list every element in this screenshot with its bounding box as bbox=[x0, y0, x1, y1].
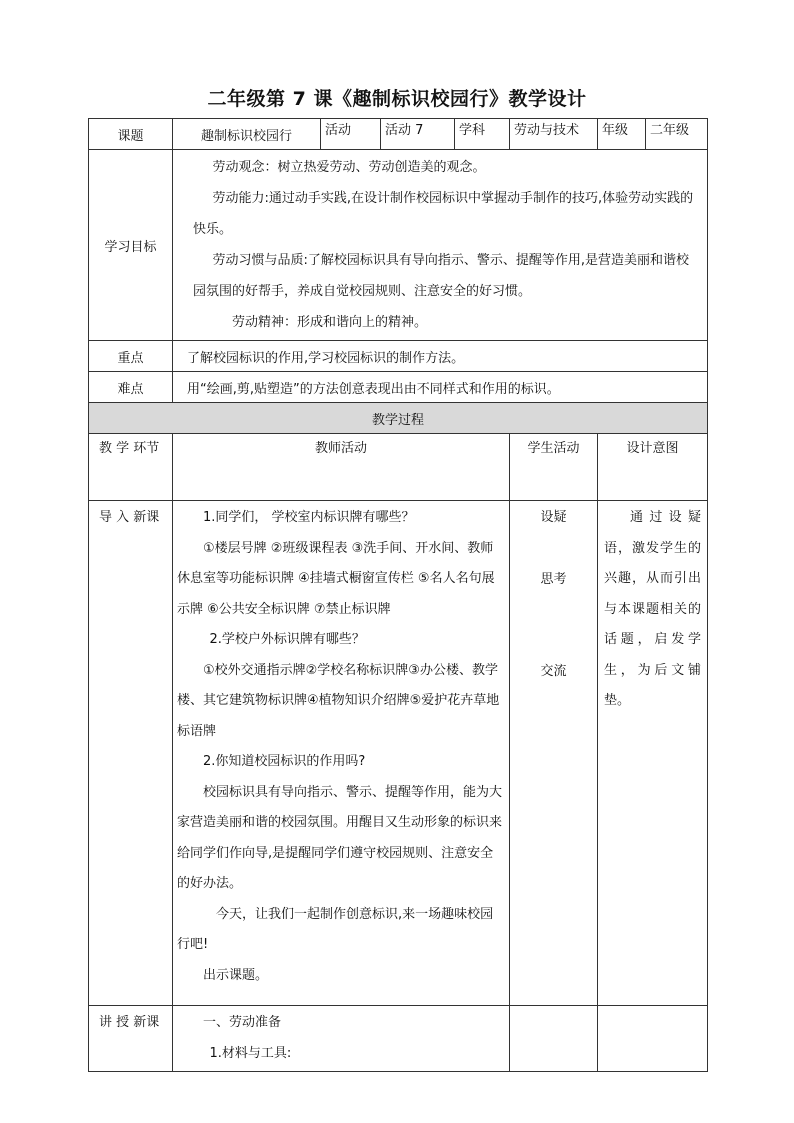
goal-line: 劳动习惯与品质:了解校园标识具有导向指示、警示、提醒等作用,是营造美丽和谐校园氛围的好帮手，养成自觉校园规则、注意安全的好习惯。 bbox=[193, 253, 690, 299]
process-header-row bbox=[89, 403, 708, 434]
teacher-line: 2.你知道校园标识的作用吗? bbox=[203, 754, 366, 769]
goal-line: 劳动能力:通过动手实践,在设计制作校园标识中掌握动手制作的技巧,体验劳动实践的快乐。 bbox=[193, 191, 694, 237]
goals-row bbox=[89, 150, 708, 341]
difficulty-row bbox=[89, 372, 708, 403]
difficulty-text: 用“绘画,剪,贴塑造”的方法创意表现出由不同样式和作用的标识。 bbox=[173, 372, 708, 403]
teacher-line: 2.学校户外标识牌有哪些？ bbox=[209, 632, 365, 647]
page-title: 二年级第 7 课《趣制标识校园行》教学设计 bbox=[207, 88, 587, 110]
key-point-label: 重点 bbox=[89, 341, 173, 372]
student-line: 思考 bbox=[540, 571, 567, 587]
teacher-line: 今天，让我们一起制作创意标识,来一场趣味校园行吧! bbox=[177, 906, 494, 952]
grade-label: 年级 bbox=[598, 119, 646, 150]
teacher-line: 1.同学们， 学校室内标识牌有哪些？ bbox=[203, 510, 415, 525]
lecture-design-intent bbox=[598, 1006, 708, 1072]
key-point-row bbox=[89, 341, 708, 372]
student-line: 交流 bbox=[540, 664, 567, 679]
grade-value: 二年级 bbox=[646, 119, 708, 150]
intro-stage: 导 入 新课 bbox=[89, 501, 173, 1006]
teacher-line: 校园标识具有导向指示、警示、提醒等作用，能为大家营造美丽和谐的校园氛围。用醒目又生动形象的标识来给同学们作向导,是提醒同学们遵守校园规则、注意安全的好办法。 bbox=[177, 784, 503, 891]
intro-row bbox=[89, 501, 708, 1006]
topic-label: 课题 bbox=[89, 119, 173, 150]
intent-column-header: 设计意图 bbox=[598, 434, 708, 501]
teacher-line: ①校外交通指示牌②学校名称标识牌③办公楼、教学楼、其它建筑物标识牌④植物知识介绍牌⑤爱护花卉草地标语牌 bbox=[177, 662, 500, 739]
key-point-text: 了解校园标识的作用,学习校园标识的制作方法。 bbox=[173, 341, 708, 372]
lecture-stage: 讲 授 新课 bbox=[89, 1006, 173, 1072]
activity-value: 活动 7 bbox=[381, 119, 455, 150]
teacher-line: ①楼层号牌 ②班级课程表 ③洗手间、开水间、教师休息室等功能标识牌 ④挂墙式橱窗宣传栏 ⑤名人名句展示牌 ⑥公共安全标识牌 ⑦禁止标识牌 bbox=[177, 540, 495, 617]
info-row bbox=[89, 119, 708, 150]
teacher-line: 一、劳动准备 bbox=[203, 1015, 282, 1030]
goal-line: 劳动精神：形成和谐向上的精神。 bbox=[232, 315, 428, 330]
intro-design-intent: 通过设疑语，激发学生的兴趣，从而引出与本课题相关的话题，启发学生，为后文铺垫。 bbox=[598, 501, 708, 1006]
lesson-plan-table bbox=[88, 118, 708, 1072]
teacher-line: 1.材料与工具: bbox=[209, 1045, 292, 1061]
intro-teacher-activity bbox=[173, 501, 510, 1006]
goals-content bbox=[173, 150, 708, 341]
teacher-line: 出示课题。 bbox=[203, 967, 269, 983]
intro-student-activity bbox=[510, 501, 598, 1006]
teacher-column-header: 教师活动 bbox=[173, 434, 510, 501]
lecture-row bbox=[89, 1006, 708, 1072]
student-column-header: 学生活动 bbox=[510, 434, 598, 501]
topic-value: 趣制标识校园行 bbox=[173, 119, 321, 150]
subject-value: 劳动与技术 bbox=[510, 119, 598, 150]
lecture-teacher-activity bbox=[173, 1006, 510, 1072]
goals-label: 学习目标 bbox=[89, 150, 173, 341]
student-line: 设疑 bbox=[540, 510, 567, 525]
subject-label: 学科 bbox=[455, 119, 510, 150]
difficulty-label: 难点 bbox=[89, 372, 173, 403]
stage-column-header: 教 学 环节 bbox=[89, 434, 173, 501]
process-header: 教学过程 bbox=[89, 403, 708, 434]
lecture-student-activity bbox=[510, 1006, 598, 1072]
goal-line: 劳动观念：树立热爱劳动、劳动创造美的观念。 bbox=[212, 160, 486, 175]
column-header-row bbox=[89, 434, 708, 501]
activity-label: 活动 bbox=[321, 119, 381, 150]
